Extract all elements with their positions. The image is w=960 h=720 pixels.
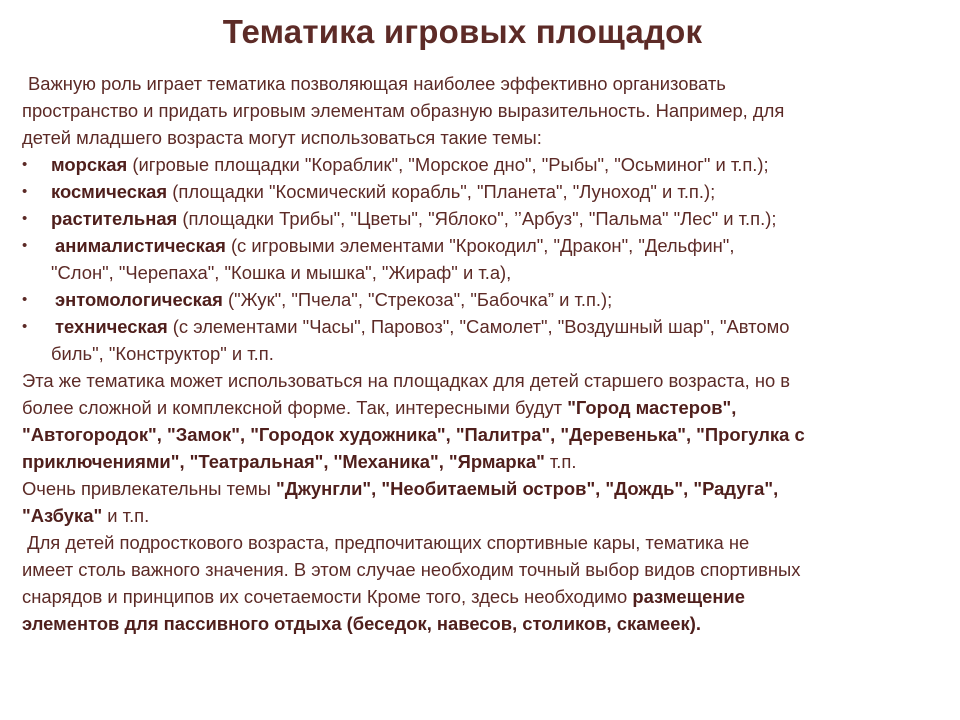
theme-item-plant (22, 205, 952, 232)
theme-text: ("Жук", "Пчела", "Стрекоза", "Бабочка” и т.п.); (222, 289, 613, 310)
teen-line-3: снарядов и принципов их сочетаемости Кроме того, здесь необходимо (22, 586, 633, 607)
attractive-themes-paragraph (22, 475, 952, 529)
theme-text-continued: "Слон", "Черепаха", "Кошка и мышка", "Жираф" и т.а), (51, 262, 512, 283)
theme-text: (площадки "Космический корабль", "Планета", "Луноход" и т.п.); (167, 181, 716, 202)
bullet-icon: • (22, 291, 28, 308)
older-line-2: более сложной и комплексной форме. Так, интересными будут (22, 397, 568, 418)
slide-title: Тематика игровых площадок (222, 13, 703, 50)
theme-text: (игровые площадки "Кораблик", "Морское дно", "Рыбы", "Осьминог" и т.п.); (127, 154, 769, 175)
theme-keyword: космическая (51, 181, 168, 202)
older-line-4-highlight: приключениями", "Театральная", ''Механика", "Ярмарка" (22, 451, 545, 472)
theme-text: (с элементами "Часы", Паровоз", "Самолет", "Воздушный шар", "Автомо (167, 316, 790, 337)
bullet-icon: • (22, 210, 28, 227)
intro-line-1: Важную роль играет тематика позволяющая наиболее эффективно организовать (28, 73, 726, 94)
older-line-2-highlight: "Город мастеров", (567, 397, 737, 418)
teen-line-3-highlight: размещение (632, 586, 745, 607)
older-line-3-highlight: "Автогородок", "Замок", "Городок художника", "Палитра", "Деревенька", "Прогулка с (22, 424, 805, 445)
teen-line-4-highlight: элементов для пассивного отдыха (беседок, навесов, столиков, скамеек). (22, 613, 701, 634)
intro-line-3: детей младшего возраста могут использоваться такие темы: (22, 127, 542, 148)
theme-text: (площадки Трибы", "Цветы", "Яблоко", ’’Арбуз", "Пальма" "Лес" и т.п.); (177, 208, 777, 229)
theme-item-marine (22, 151, 952, 178)
theme-text-continued: биль", "Конструктор" и т.п. (51, 343, 274, 364)
intro-paragraph (22, 70, 952, 151)
theme-keyword: морская (51, 154, 128, 175)
bullet-icon: • (22, 183, 28, 200)
themes-list (22, 151, 952, 367)
theme-keyword: энтомологическая (55, 289, 223, 310)
theme-item-technical (22, 313, 952, 367)
teen-line-2: имеет столь важного значения. В этом случае необходим точный выбор видов спортивных (22, 559, 801, 580)
teen-line-1: Для детей подросткового возраста, предпочитающих спортивные кары, тематика не (22, 532, 750, 553)
older-line-1: Эта же тематика может использоваться на площадках для детей старшего возраста, но в (22, 370, 791, 391)
theme-text: (с игровыми элементами "Крокодил", "Дракон", "Дельфин", (225, 235, 735, 256)
older-line-4: т.п. (544, 451, 577, 472)
attractive-line-1-highlight: "Джунгли", "Необитаемый остров", "Дождь", "Радуга", (276, 478, 779, 499)
older-children-paragraph (22, 367, 952, 475)
bullet-icon: • (22, 237, 28, 254)
bullet-icon: • (22, 318, 28, 335)
slide-body (22, 70, 952, 637)
theme-keyword: анималистическая (55, 235, 226, 256)
theme-keyword: растительная (51, 208, 178, 229)
theme-item-insect (22, 286, 952, 313)
bullet-icon: • (22, 156, 28, 173)
attractive-line-2-highlight: "Азбука" (22, 505, 103, 526)
intro-line-2: пространство и придать игровым элементам образную выразительность. Например, для (22, 100, 785, 121)
theme-item-animal (22, 232, 952, 286)
theme-keyword: техническая (55, 316, 168, 337)
attractive-line-1: Очень привлекательны темы (22, 478, 277, 499)
theme-item-space (22, 178, 952, 205)
attractive-line-2: и т.п. (102, 505, 150, 526)
teen-paragraph (22, 529, 952, 637)
